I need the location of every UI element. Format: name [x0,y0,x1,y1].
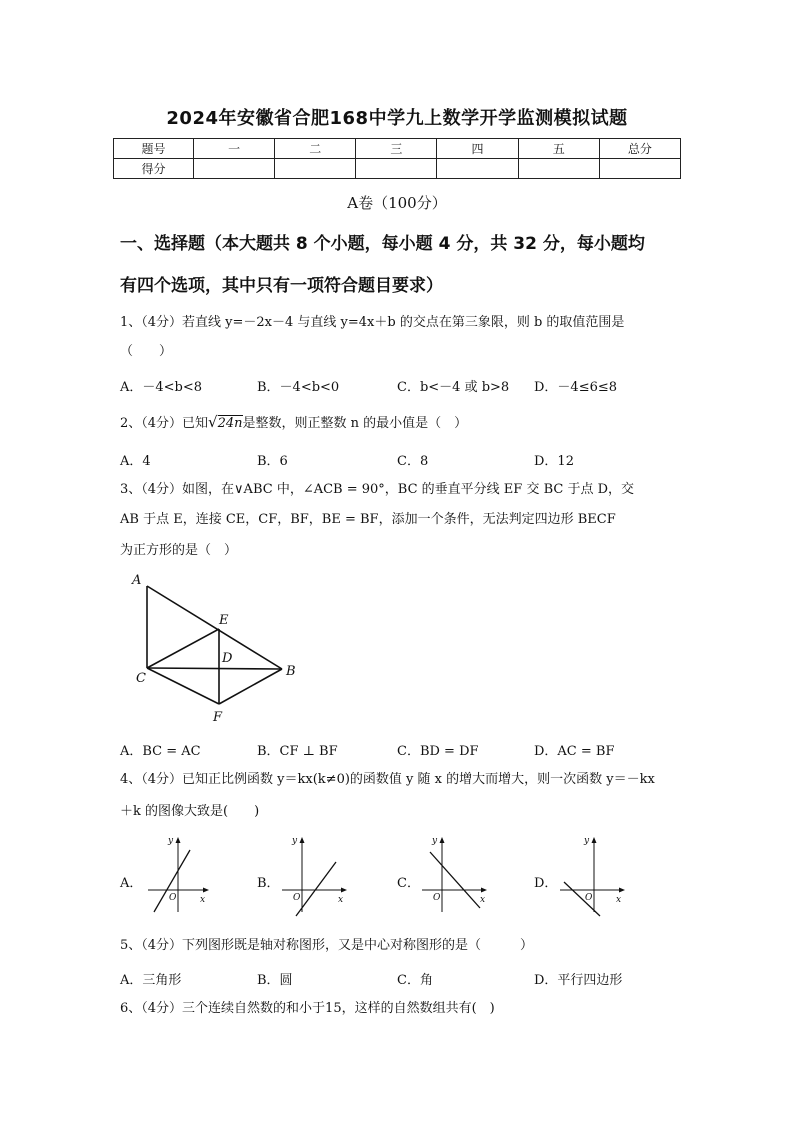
origin-label: O [585,893,593,903]
graph-a [140,832,212,918]
option-b: B．6 [257,454,288,469]
axis-label-y: y [432,836,438,846]
score-blank-cell [599,159,680,179]
origin-label: O [433,893,441,903]
exam-title: 2024年安徽省合肥168中学九上数学开学监测模拟试题 [166,108,628,129]
segment-ce [147,629,219,668]
option-a: A．4 [120,454,151,469]
option-c: C．BD = DF [397,744,479,759]
arrow-icon [341,888,347,893]
axis-label-y: y [168,836,174,846]
option-b: B．CF ⊥ BF [257,744,338,759]
option-c: C．b<－4 或 b>8 [397,380,510,395]
score-blank-cell [194,159,275,179]
question-3-options [120,740,680,758]
question-3-stem-line2: AB 于点 E，连接 CE，CF，BF，BE = BF，添加一个条件，无法判定四边形 BECF [120,512,616,527]
graph-b [278,832,350,918]
option-a: A．三角形 [120,973,182,988]
question-5-stem: 5、（4分）下列图形既是轴对称图形，又是中心对称图形的是（ ） [120,938,534,953]
question-2-options [120,450,680,468]
axis-label-y: y [584,836,590,846]
score-blank-cell [275,159,356,179]
arrow-icon [176,837,181,843]
arrow-icon [300,837,305,843]
option-c: C．8 [397,454,429,469]
score-table [113,138,681,179]
origin-label: O [169,893,177,903]
graph-d [556,832,628,918]
axis-label-x: x [480,895,486,905]
arrow-icon [619,888,625,893]
question-2-stem [120,413,680,433]
radicand: 24n [217,416,243,431]
point-label-a: A [132,573,142,588]
score-header-cell: 题号 [114,139,194,159]
axis-label-x: x [200,895,206,905]
graph-c [418,832,490,918]
part1-heading-line2: 有四个选项，其中只有一项符合题目要求） [120,276,443,296]
score-row-label: 得分 [114,159,194,179]
arrow-icon [481,888,487,893]
option-a: A．BC = AC [120,744,201,759]
score-header-cell: 五 [518,139,599,159]
triangle-figure [125,568,305,728]
option-d: D． [534,876,558,891]
option-a: A． [120,876,143,891]
question-2-prefix: 2、（4分）已知 [120,416,209,431]
arrow-icon [592,837,597,843]
score-table-header-row [114,139,681,159]
option-b: B．圆 [257,973,293,988]
option-d: D．AC = BF [534,744,615,759]
point-label-d: D [222,651,233,666]
option-d: D．平行四边形 [534,973,623,988]
question-6-stem: 6、（4分）三个连续自然数的和小于15，这样的自然数组共有( ) [120,1001,495,1016]
score-blank-cell [518,159,599,179]
score-blank-cell [356,159,437,179]
option-c: C． [397,876,420,891]
option-c: C．角 [397,973,433,988]
axis-label-x: x [338,895,344,905]
option-a: A．－4<b<8 [120,380,203,395]
question-5-options [120,969,680,987]
segment-cb [147,668,282,669]
point-label-f: F [213,710,223,725]
section-a-heading: A卷（100分） [347,194,447,212]
segment-cf [147,668,219,704]
option-d: D．－4≤6≤8 [534,380,618,395]
question-3-stem-line3: 为正方形的是（ ） [120,543,238,558]
origin-label: O [293,893,301,903]
option-b: B．－4<b<0 [257,380,340,395]
part1-heading-line1: 一、选择题（本大题共 8 个小题，每小题 4 分，共 32 分，每小题均 [120,234,645,254]
question-1-stem: 1、（4分）若直线 y=－2x－4 与直线 y=4x＋b 的交点在第三象限，则 b 的取值范围是 [120,315,625,330]
score-header-cell: 一 [194,139,275,159]
point-label-c: C [136,671,146,686]
question-1-stem-line2: （ ） [120,344,173,359]
arrow-icon [440,837,445,843]
score-header-cell: 四 [437,139,518,159]
score-header-cell: 三 [356,139,437,159]
segment-bf [219,669,282,704]
question-4-stem: 4、（4分）已知正比例函数 y＝kx(k≠0)的函数值 y 随 x 的增大而增大，则一次函数 y＝－kx [120,772,655,787]
score-blank-cell [437,159,518,179]
point-label-b: B [286,664,296,679]
option-d: D．12 [534,454,574,469]
question-2-suffix: 是整数，则正整数 n 的最小值是（ ） [242,416,468,431]
function-line [564,882,600,916]
question-4-stem-line2: ＋k 的图像大致是( ) [120,804,260,819]
score-header-cell: 总分 [599,139,680,159]
option-b: B． [257,876,280,891]
score-table-score-row [114,159,681,179]
point-label-e: E [219,613,229,628]
sqrt-icon: √ [208,413,218,431]
question-3-stem: 3、（4分）如图，在∨ABC 中，∠ACB = 90°，BC 的垂直平分线 EF 交 BC 于点 D，交 [120,482,635,497]
arrow-icon [203,888,209,893]
score-header-cell: 二 [275,139,356,159]
axis-label-x: x [616,895,622,905]
question-1-options [120,376,680,394]
axis-label-y: y [292,836,298,846]
